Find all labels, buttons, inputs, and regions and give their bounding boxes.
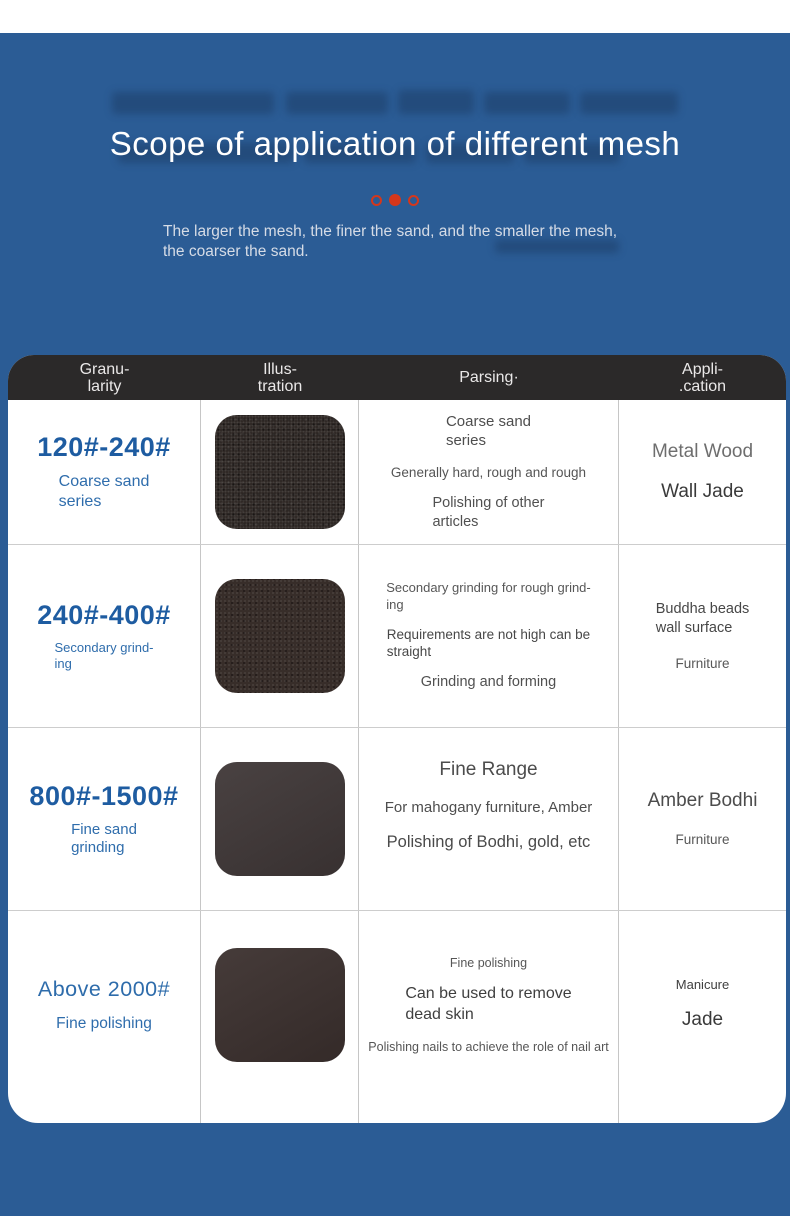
- parsing-paragraph: [386, 580, 591, 614]
- text-line: articles: [432, 514, 479, 531]
- parsing-paragraph: [432, 494, 544, 532]
- header-line: Granu-: [79, 360, 130, 378]
- text-line: series: [445, 432, 486, 450]
- table-row: [8, 400, 786, 545]
- application-item: [656, 600, 750, 638]
- text-line: Fine polishing: [449, 955, 528, 970]
- text-line: Can be used to remove: [405, 985, 572, 1003]
- parsing-paragraph: [439, 758, 537, 783]
- grade-range: 240#-400#: [37, 600, 171, 631]
- parsing-cell: [359, 911, 619, 1123]
- application-cell: [619, 400, 786, 544]
- application-cell: [619, 911, 786, 1123]
- ghost-text-block: [112, 92, 274, 114]
- text-line: Jade: [681, 1009, 724, 1031]
- grade-range: Above 2000#: [37, 976, 171, 1001]
- illustration-cell: [201, 545, 359, 727]
- page-title: Scope of application of different mesh: [109, 125, 681, 163]
- text-line: Fine sand: [71, 820, 137, 838]
- grade-range: 120#-240#: [37, 432, 171, 463]
- hero-subtitle: [163, 222, 643, 261]
- header-line: Parsing·: [459, 369, 519, 386]
- parsing-cell: [359, 545, 619, 727]
- column-header-illustration: [201, 355, 359, 400]
- grade-range: 800#-1500#: [29, 780, 179, 811]
- grade-subtitle: [55, 640, 154, 672]
- carousel-dot[interactable]: [408, 195, 419, 206]
- granularity-cell: [8, 545, 201, 727]
- application-item: [682, 1008, 723, 1033]
- ghost-text-block: [398, 90, 474, 114]
- header-line: .cation: [678, 377, 727, 395]
- illustration-cell: [201, 911, 359, 1123]
- text-line: Amber Bodhi: [647, 790, 758, 812]
- text-line: Fine Range: [439, 759, 538, 781]
- illustration-cell: [201, 400, 359, 544]
- application-cell: [619, 728, 786, 910]
- column-header-parsing: [359, 355, 619, 400]
- text-line: For mahogany furniture, Amber: [384, 798, 593, 816]
- application-item: [661, 480, 744, 505]
- table-row: [8, 728, 786, 911]
- text-line: wall surface: [655, 619, 733, 636]
- text-line: ing: [54, 656, 72, 671]
- text-line: Generally hard, rough and rough: [390, 464, 587, 480]
- application-item: [652, 440, 753, 465]
- application-item: [676, 977, 729, 994]
- text-line: Secondary grind-: [54, 640, 154, 656]
- polishing-sandpaper-swatch: [215, 948, 345, 1062]
- header-line: Appli-: [682, 360, 723, 378]
- text-line: dead skin: [405, 1006, 474, 1023]
- text-line: Buddha beads: [655, 600, 750, 617]
- parsing-cell: [359, 728, 619, 910]
- granularity-cell: [8, 400, 201, 544]
- parsing-paragraph: [391, 464, 586, 482]
- fine-sandpaper-swatch: [215, 762, 345, 876]
- text-line: grinding: [71, 839, 125, 856]
- application-item: [675, 831, 729, 849]
- parsing-paragraph: [387, 626, 590, 661]
- grade-subtitle: [71, 821, 137, 858]
- illustration-cell: [201, 728, 359, 910]
- parsing-paragraph: [446, 412, 531, 451]
- application-item: [675, 655, 729, 673]
- text-line: Polishing of other: [432, 495, 545, 512]
- ghost-text-block: [484, 92, 570, 114]
- granularity-cell: [8, 911, 201, 1123]
- text-line: Grinding and forming: [420, 674, 557, 691]
- subtitle-line: The larger the mesh, the finer the sand, and the smaller the mesh,: [163, 223, 618, 240]
- table-row: [8, 545, 786, 728]
- text-line: straight: [386, 644, 432, 660]
- grit-application-table: [8, 355, 786, 1123]
- parsing-cell: [359, 400, 619, 544]
- application-item: [648, 789, 758, 814]
- header-line: Illus-: [263, 360, 297, 378]
- granularity-cell: [8, 728, 201, 910]
- text-line: Polishing of Bodhi, gold, etc: [386, 833, 591, 852]
- text-line: Secondary grinding for rough grind-: [386, 580, 591, 596]
- text-line: Furniture: [675, 832, 730, 848]
- parsing-paragraph: [385, 798, 593, 818]
- parsing-paragraph: [368, 1039, 608, 1055]
- carousel-dot-active[interactable]: [389, 194, 401, 206]
- coarse-sandpaper-swatch: [215, 415, 345, 529]
- text-line: Furniture: [675, 655, 730, 671]
- carousel-dot[interactable]: [371, 195, 382, 206]
- column-header-granularity: [8, 355, 201, 400]
- table-row: [8, 911, 786, 1123]
- subtitle-line: the coarser the sand.: [163, 242, 309, 260]
- text-line: Fine polishing: [56, 1014, 152, 1032]
- grade-subtitle: [59, 472, 150, 511]
- text-line: Manicure: [675, 977, 730, 993]
- grade-subtitle: [56, 1015, 152, 1034]
- text-line: Requirements are not high can be: [386, 626, 591, 642]
- text-line: Wall Jade: [661, 480, 744, 502]
- parsing-paragraph: [421, 673, 556, 692]
- column-header-application: [619, 355, 786, 400]
- text-line: series: [58, 493, 102, 510]
- text-line: Metal Wood: [651, 440, 754, 462]
- ghost-text-block: [286, 92, 388, 114]
- parsing-paragraph: [387, 832, 591, 853]
- text-line: Coarse sand: [58, 473, 150, 491]
- header-line: larity: [87, 377, 122, 395]
- ghost-text-block: [580, 92, 678, 114]
- text-line: ing: [386, 597, 404, 613]
- text-line: Polishing nails to achieve the role of nail art: [368, 1039, 609, 1054]
- carousel-dots[interactable]: [0, 194, 790, 206]
- text-line: Coarse sand: [445, 412, 532, 430]
- medium-sandpaper-swatch: [215, 579, 345, 693]
- header-line: tration: [257, 377, 303, 395]
- application-cell: [619, 545, 786, 727]
- parsing-paragraph: [450, 955, 527, 971]
- parsing-paragraph: [405, 984, 571, 1026]
- table-header: [8, 355, 786, 400]
